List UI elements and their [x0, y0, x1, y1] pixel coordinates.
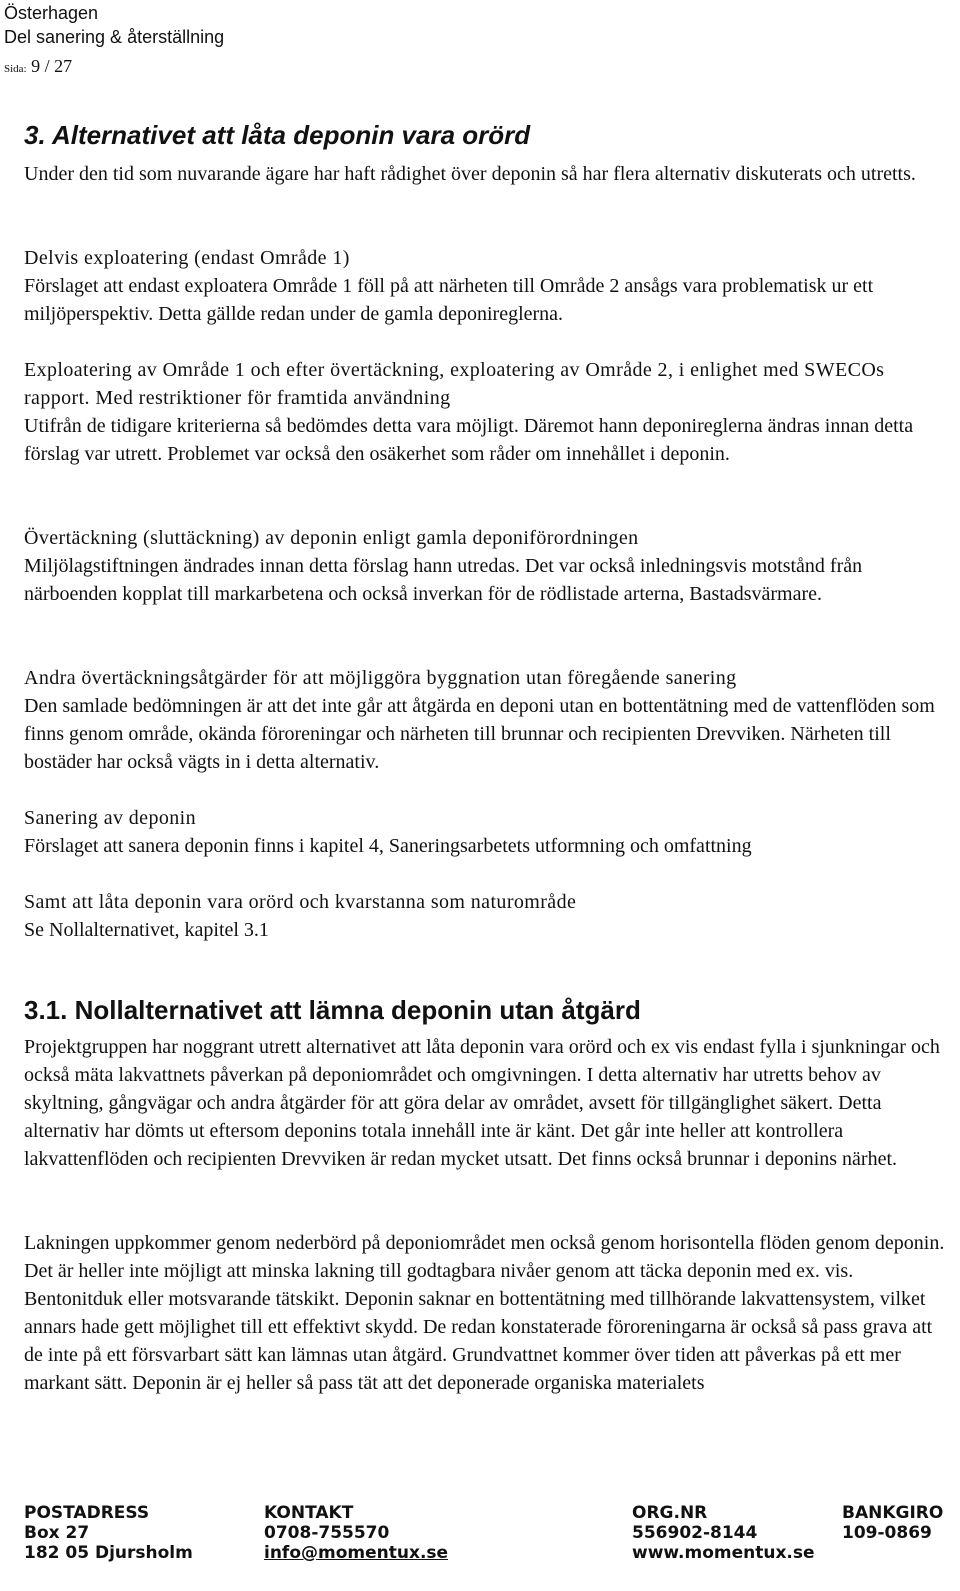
doc-title: Österhagen	[4, 3, 99, 23]
alternative-text: Förslaget att endast exploatera Område 1 föll på att närheten till Område 2 ansågs vara problematisk ur ett miljöperspektiv. Detta gällde redan under de gamla deponireglerna.	[24, 275, 874, 325]
alternative-other-covering	[24, 664, 948, 776]
page-footer	[24, 1503, 948, 1589]
section-3-body	[24, 160, 948, 188]
alternative-leave-untouched	[24, 888, 948, 944]
alternative-text: Se Nollalternativet, kapitel 3.1	[24, 919, 269, 941]
footer-org	[632, 1503, 815, 1563]
footer-address-line1: Box 27	[24, 1523, 90, 1543]
footer-address-line2: 182 05 Djursholm	[24, 1543, 193, 1563]
alternative-partial-exploitation	[24, 244, 948, 328]
footer-label: BANKGIRO	[842, 1503, 944, 1523]
alternative-text: Utifrån de tidigare kriterierna så bedömdes detta vara möjligt. Däremot hann deponireglerna ändras innan detta förslag var utrett. Problemet var också den osäkerhet som råder om innehållet i deponin.	[24, 415, 914, 465]
footer-label: POSTADRESS	[24, 1503, 150, 1523]
footer-phone: 0708-755570	[264, 1523, 390, 1543]
footer-email-link[interactable]: info@momentux.se	[264, 1543, 449, 1563]
page-label: Sida:	[4, 63, 27, 75]
footer-address	[24, 1503, 193, 1563]
page-indicator	[4, 55, 72, 80]
alternative-title: Delvis exploatering (endast Område 1)	[24, 247, 350, 269]
section-3-1-heading: 3.1. Nollalternativet att lämna deponin utan åtgärd	[24, 995, 641, 1025]
page-number: 9 / 27	[31, 56, 73, 76]
alternative-text: Förslaget att sanera deponin finns i kapitel 4, Saneringsarbetets utformning och omfattning	[24, 835, 752, 857]
footer-contact	[264, 1503, 448, 1563]
alternative-title: Samt att låta deponin vara orörd och kvarstanna som naturområde	[24, 891, 577, 913]
footer-label: ORG.NR	[632, 1503, 708, 1523]
alternative-title: Övertäckning (sluttäckning) av deponin enligt gamla deponiförordningen	[24, 527, 639, 549]
intro-paragraph: Under den tid som nuvarande ägare har haft rådighet över deponin så har flera alternativ diskuterats och utretts.	[24, 163, 916, 185]
footer-bank-number: 109-0869	[842, 1523, 932, 1543]
alternative-text: Miljölagstiftningen ändrades innan detta förslag hann utredas. Det var också inledningsvis motstånd från närboenden kopplat till markarbetena och också inverkan för de rödlistade arterna, Bastadsvärmare.	[24, 555, 863, 605]
footer-label: KONTAKT	[264, 1503, 354, 1523]
footer-website: www.momentux.se	[632, 1543, 815, 1563]
footer-bank	[842, 1503, 943, 1543]
section-3-1-paragraph-2	[24, 1229, 948, 1397]
alternative-text: Den samlade bedömningen är att det inte går att åtgärda en deponi utan en bottentätning med de vattenflöden som finns genom område, okända föroreningar och närheten till brunnar och recipienten Drevviken. Närheten till bostäder har också vägts in i detta alternativ.	[24, 695, 935, 773]
paragraph: Projektgruppen har noggrant utrett alternativet att låta deponin vara orörd och ex vis endast fylla i sjunkningar och också mäta lakvattnets påverkan på deponiområdet och omgivningen. I detta alternativ har utretts behov av skyltning, gångvägar och andra åtgärder för att göra delar av området, avsett för tillgänglighet säkert. Detta alternativ har dömts ut eftersom deponins totala innehåll inte är känt. Det går inte heller att kontrollera lakvattenflöden och recipienten Drevviken är redan mycket utsatt. Det finns också brunnar i deponins närhet.	[24, 1036, 940, 1170]
paragraph: Lakningen uppkommer genom nederbörd på deponiområdet men också genom horisontella flöden genom deponin. Det är heller inte möjligt att minska lakning till godtagbara nivåer genom att täcka deponin med ex. vis. Bentonitduk eller motsvarande tätskikt. Deponin saknar en bottentätning med tillhörande lakvattensystem, vilket annars hade gett möjlighet till ett effektivt skydd. De redan konstaterade föroreningarna är också så pass grava att de inte på ett försvarbart sätt kan lämnas utan åtgärd. Grundvattnet kommer över tiden att påverkas på ett mer markant sätt. Deponin är ej heller så pass tät att det deponerade organiska materialets	[24, 1232, 945, 1394]
footer-org-number: 556902-8144	[632, 1523, 758, 1543]
section-3-heading: 3. Alternativet att låta deponin vara orörd	[24, 120, 531, 150]
section-3-1-paragraph-1	[24, 1033, 948, 1173]
alternative-remediation	[24, 804, 948, 860]
alternative-title: Exploatering av Område 1 och efter övertäckning, exploatering av Område 2, i enlighet med SWECOs rapport.	[24, 359, 885, 409]
alternative-exploitation-sweco	[24, 356, 948, 468]
alternative-title: Sanering av deponin	[24, 807, 197, 829]
doc-subtitle: Del sanering & återställning	[4, 27, 225, 47]
alternative-cover-old-rules	[24, 524, 948, 608]
alternative-subtitle: Med restriktioner för framtida användning	[95, 387, 451, 409]
alternative-title: Andra övertäckningsåtgärder för att möjliggöra byggnation utan föregående sanering	[24, 667, 737, 689]
